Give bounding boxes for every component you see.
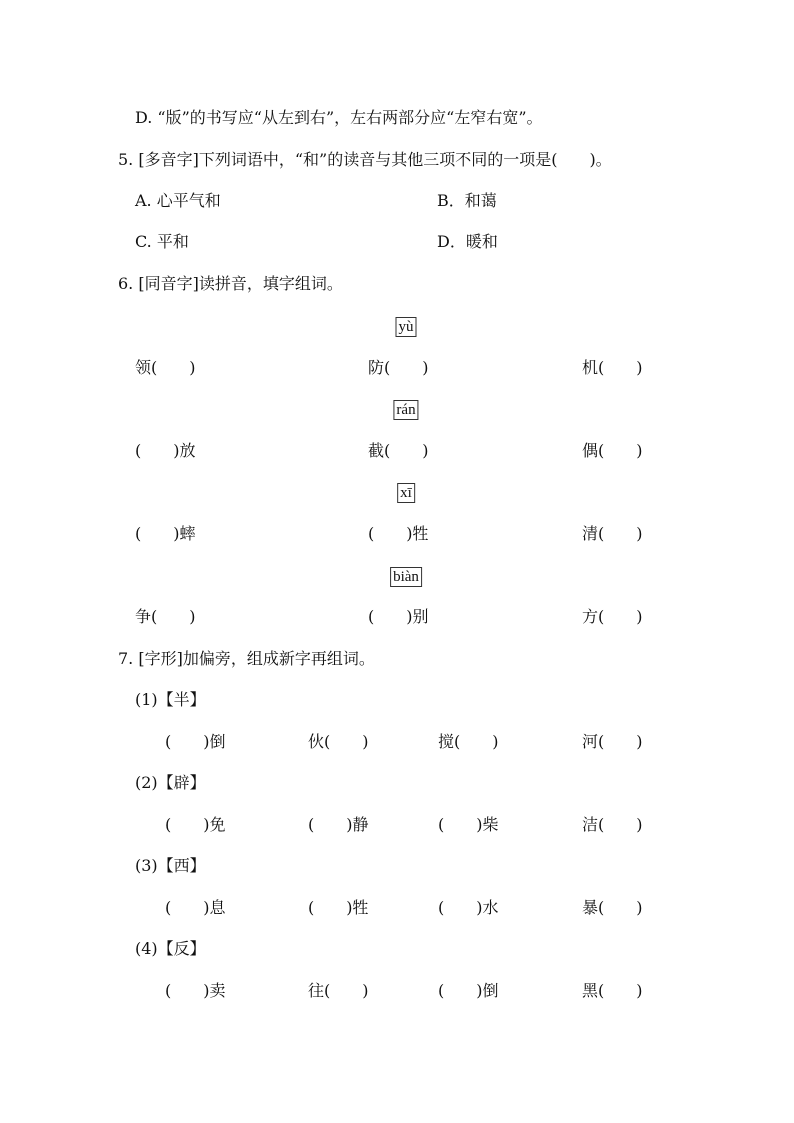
q7-blank: 往( ) [308,981,369,1000]
q6-blank: 机( ) [582,358,643,377]
q7-blank: ( )息 [165,898,226,917]
q5-stem: 5. [多音字]下列词语中，“和”的读音与其他三项不同的一项是( )。 [118,150,612,169]
q6-pinyin-box: rán [393,400,418,420]
q6-blank: ( )放 [135,441,196,460]
q7-blank: 河( ) [582,732,643,751]
q6-blank: 争( ) [135,607,196,626]
q6-blank: 方( ) [582,607,643,626]
q7-blank: ( )倒 [438,981,499,1000]
q6-blank: 截( ) [368,441,429,460]
q7-group-head: (2)【辟】 [135,773,206,792]
q7-blank: ( )免 [165,815,226,834]
q7-blank: 暴( ) [582,898,643,917]
q5-option-c: C. 平和 [135,232,189,251]
q7-group-head: (1)【半】 [135,690,206,709]
q7-blank: ( )牲 [308,898,369,917]
q7-group-head: (3)【西】 [135,856,206,875]
q6-pinyin-box: biàn [390,567,422,587]
q7-blank: ( )卖 [165,981,226,1000]
q7-blank: 洁( ) [582,815,643,834]
q6-blank: 清( ) [582,524,643,543]
q7-blank: ( )倒 [165,732,226,751]
q7-blank: 黑( ) [582,981,643,1000]
q6-pinyin-box: xī [397,483,415,503]
q6-blank: ( )牲 [368,524,429,543]
q7-blank: ( )水 [438,898,499,917]
q6-blank: 领( ) [135,358,196,377]
q4-option-d: D. “版”的书写应“从左到右”，左右两部分应“左窄右宽”。 [135,108,543,127]
q7-blank: 伙( ) [308,732,369,751]
q6-blank: 防( ) [368,358,429,377]
q6-blank: ( )别 [368,607,429,626]
q6-blank: ( )蟀 [135,524,196,543]
q5-option-d: D．暖和 [437,232,498,251]
q6-pinyin-box: yù [396,317,417,337]
q7-group-head: (4)【反】 [135,939,206,958]
q7-stem: 7. [字形]加偏旁，组成新字再组词。 [118,649,375,668]
q6-stem: 6. [同音字]读拼音，填字组词。 [118,274,343,293]
q6-blank: 偶( ) [582,441,643,460]
q7-blank: ( )静 [308,815,369,834]
q5-option-a: A. 心平气和 [135,191,221,210]
q7-blank: ( )柴 [438,815,499,834]
q7-blank: 搅( ) [438,732,499,751]
q5-option-b: B．和蔼 [437,191,497,210]
